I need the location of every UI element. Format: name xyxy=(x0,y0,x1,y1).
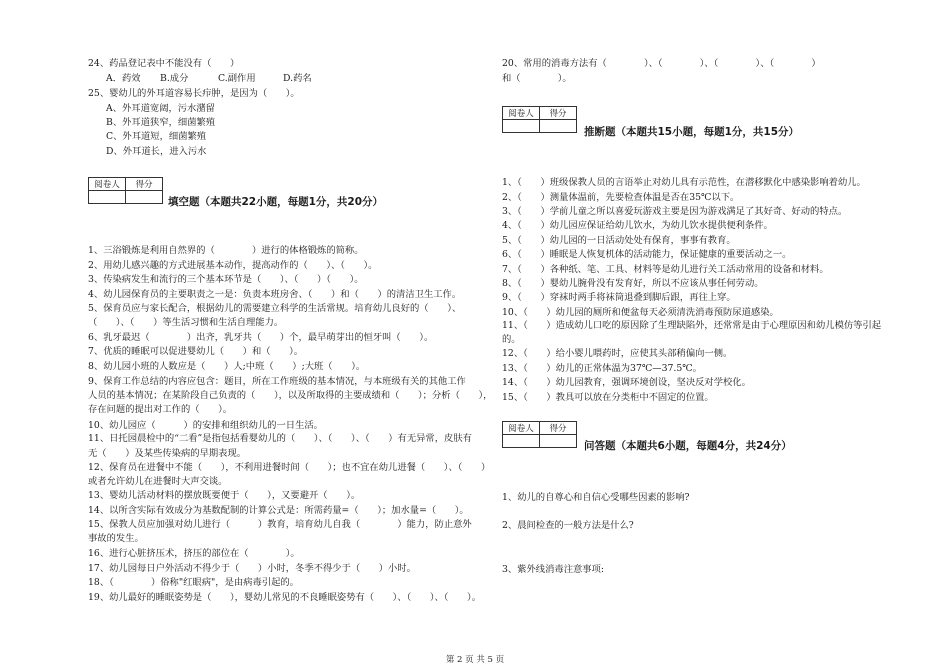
fill-question-line: 10、幼儿园应（ ）的安排和组织幼儿的一日生活。 xyxy=(88,420,323,431)
fill-question-line: 人员的基本情况；在某阶段自己负责的（ ），以及所取得的主要成绩和（ ）；分析（ ）， xyxy=(88,390,493,401)
score-box-grader-label: 阅卷人 xyxy=(503,107,540,120)
judge-question-line: 3、（ ）学前儿童之所以喜爱玩游戏主要是因为游戏满足了其好奇、好动的特点。 xyxy=(502,206,848,217)
fill-question-line: 14、以所含实际有效成分为基数配制的计算公式是：所需药量=（ ）；加水量=（ ）。 xyxy=(88,505,469,516)
fill-question-line: 19、幼儿最好的睡眠姿势是（ ），婴幼儿常见的不良睡眠姿势有（ ）、（ ）、（ ）。 xyxy=(88,592,481,603)
question-20-line1: 20、常用的消毒方法有（ ）、（ ）、（ ）、（ ） xyxy=(502,58,821,69)
fill-question-line: 16、进行心脏挤压术，挤压的部位在（ ）。 xyxy=(88,548,300,559)
qa-question-2: 2、晨间检查的一般方法是什么? xyxy=(502,520,634,531)
q24-option-a: A．药效 xyxy=(106,73,141,84)
question-25: 25、婴幼儿的外耳道容易长疖肿，是因为（ ）。 xyxy=(88,88,300,99)
score-box-score-label: 得分 xyxy=(540,107,577,120)
score-box-qa xyxy=(502,421,577,448)
fill-question-line: 5、保育员应与家长配合，根据幼儿的需要建立科学的生活常规。培育幼儿良好的（ ）、 xyxy=(88,303,462,314)
score-box-score-cell[interactable] xyxy=(126,191,163,204)
fill-question-line: 7、优质的睡眠可以促进婴幼儿（ ）和（ ）。 xyxy=(88,346,304,357)
score-box-score-label: 得分 xyxy=(126,178,163,191)
score-box-score-cell[interactable] xyxy=(540,435,577,448)
fill-question-line: 13、婴幼儿活动材料的摆放既要便于（ ），又要避开（ ）。 xyxy=(88,490,361,501)
fill-question-line: 无（ ）及某些传染病的早期表现。 xyxy=(88,448,247,459)
judge-question-line: 8、（ ）婴幼儿腕骨没有发育好，所以不应该从事任何劳动。 xyxy=(502,278,764,289)
fill-question-line: 1、三浴锻炼是利用自然界的（ ）进行的体格锻炼的简称。 xyxy=(88,245,364,256)
fill-question-line: 或者允许幼儿在进餐时大声交谈。 xyxy=(88,476,228,487)
judge-question-line: 6、（ ）睡眠是人恢复机体的活动能力，保证健康的重要活动之一。 xyxy=(502,249,792,260)
section-title-fill: 填空题（本题共22小题，每题1分，共20分） xyxy=(168,196,384,208)
fill-question-line: 2、用幼儿感兴趣的方式进展基本动作，提高动作的（ ）、（ ）。 xyxy=(88,260,378,271)
fill-question-line: （ ）、（ ）等生活习惯和生活自理能力。 xyxy=(88,317,284,328)
judge-question-line: 13、（ ）幼儿的正常体温为37℃—37.5℃。 xyxy=(502,363,702,374)
judge-question-line: 2、（ ）测量体温前，先要检查体温是否在35℃以下。 xyxy=(502,192,740,203)
fill-question-line: 17、幼儿园每日户外活动不得少于（ ）小时，冬季不得少于（ ）小时。 xyxy=(88,563,416,574)
fill-question-line: 15、保教人员应加强对幼儿进行（ ）教育，培育幼儿自我（ ）能力，防止意外 xyxy=(88,519,472,530)
score-box-judge xyxy=(502,106,577,133)
fill-question-line: 12、保育员在进餐中不能（ ），不利用进餐时间（ ）；也不宜在幼儿进餐（ ）、（ ） xyxy=(88,462,491,473)
judge-question-line: 12、（ ）给小婴儿喂药时，应使其头部稍偏向一侧。 xyxy=(502,348,733,359)
fill-question-line: 8、幼儿园小班的人数应是（ ）人;中班（ ）;大班（ ）。 xyxy=(88,361,366,372)
q25-option-c: C、外耳道短，细菌繁殖 xyxy=(106,131,207,142)
judge-question-line: 15、（ ）教具可以放在分类柜中不固定的位置。 xyxy=(502,392,714,403)
qa-question-3: 3、紫外线消毒注意事项: xyxy=(502,564,605,575)
judge-question-line: 的。 xyxy=(502,334,521,345)
score-box-score-cell[interactable] xyxy=(540,120,577,133)
judge-question-line: 7、（ ）各种纸、笔、工具、材料等是幼儿进行关工活动常用的设备和材料。 xyxy=(502,264,829,275)
fill-question-line: 4、幼儿园保育员的主要职责之一是：负责本班房舍、（ ）和（ ）的清洁卫生工作。 xyxy=(88,289,462,300)
fill-question-line: 3、传染病发生和流行的三个基本环节是（ ）、（ ）（ ）。 xyxy=(88,274,364,285)
fill-question-line: 9、保育工作总结的内容应包含：题目，所在工作班级的基本情况，与本班级有关的其他工作 xyxy=(88,376,466,387)
score-box-grader-label: 阅卷人 xyxy=(89,178,126,191)
fill-question-line: 事故的发生。 xyxy=(88,533,144,544)
question-24: 24、药品登记表中不能没有（ ） xyxy=(88,58,240,69)
score-box-grader-cell[interactable] xyxy=(503,435,540,448)
score-box-grader-cell[interactable] xyxy=(503,120,540,133)
score-box-score-label: 得分 xyxy=(540,422,577,435)
judge-question-line: 14、（ ）幼儿园教育，强调环境创设，坚决反对学校化。 xyxy=(502,377,751,388)
judge-question-line: 10、（ ）幼儿园的厕所和便盆每天必须清洗消毒预防尿道感染。 xyxy=(502,307,779,318)
q24-option-d: D.药名 xyxy=(283,73,312,84)
score-box-grader-cell[interactable] xyxy=(89,191,126,204)
judge-question-line: 4、（ ）幼儿园应保证给幼儿饮水，为幼儿饮水提供便利条件。 xyxy=(502,220,773,231)
judge-question-line: 1、（ ）班级保教人员的言语举止对幼儿具有示范性，在潜移默化中感染影响着幼儿。 xyxy=(502,177,866,188)
q25-option-a: A、外耳道宽阔，污水潴留 xyxy=(106,103,215,114)
section-title-qa: 问答题（本题共6小题，每题4分，共24分） xyxy=(584,440,792,452)
score-box-grader-label: 阅卷人 xyxy=(503,422,540,435)
fill-question-line: 6、乳牙最迟（ ）出齐，乳牙共（ ）个，最早萌芽出的恒牙叫（ ）。 xyxy=(88,332,434,343)
fill-question-line: 11、日托园晨检中的“二看”是指包括看婴幼儿的（ ）、（ ）、（ ）有无异常，皮肤有 xyxy=(88,433,472,444)
judge-question-line: 5、（ ）幼儿园的一日活动处处有保育，事事有教育。 xyxy=(502,235,736,246)
q24-option-b: B.成分 xyxy=(160,73,189,84)
judge-question-line: 11、（ ）造成幼儿口吃的原因除了生理缺陷外，还常常是由于心理原因和幼儿模仿等引起 xyxy=(502,320,882,331)
score-box-fill xyxy=(88,177,163,204)
question-20-line2: 和（ ）。 xyxy=(502,73,572,84)
qa-question-1: 1、幼儿的自尊心和自信心受哪些因素的影响? xyxy=(502,492,690,503)
judge-question-line: 9、（ ）穿袜时两手将袜筒退叠到脚后跟，再往上穿。 xyxy=(502,292,736,303)
q25-option-b: B、外耳道狭窄，细菌繁殖 xyxy=(106,117,216,128)
fill-question-line: 18、（ ）俗称"红眼病"，是由病毒引起的。 xyxy=(88,577,299,588)
page-footer: 第 2 页 共 5 页 xyxy=(445,655,505,665)
q24-option-c: C.副作用 xyxy=(218,73,256,84)
section-title-judge: 推断题（本题共15小题，每题1分，共15分） xyxy=(584,126,800,138)
q25-option-d: D、外耳道长，进入污水 xyxy=(106,146,207,157)
fill-question-line: 存在问题的提出对工作的（ ）。 xyxy=(88,404,233,415)
